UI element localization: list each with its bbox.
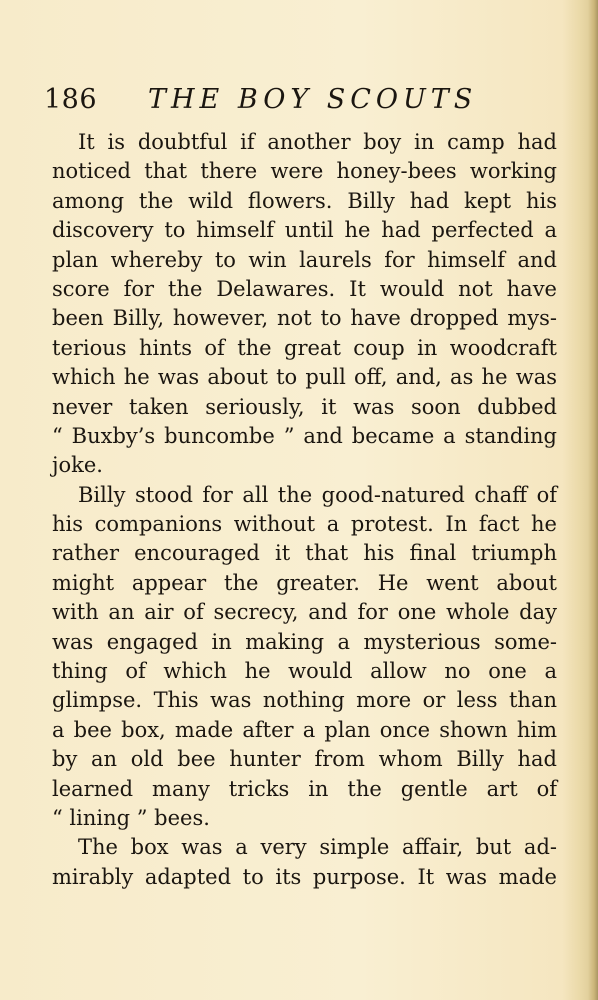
text-line: “ lining ” bees.: [52, 805, 210, 830]
text-line: was engaged in making a mysterious some-: [52, 629, 557, 654]
text-line: noticed that there were honey-bees working: [52, 159, 557, 184]
text-line: The box was a very simple affair, but ad-: [78, 835, 557, 860]
text-line: discovery to himself until he had perfected a: [52, 218, 557, 243]
text-line: Billy stood for all the good-natured chaff of: [78, 482, 557, 507]
text-line: never taken seriously, it was soon dubbed: [52, 394, 557, 419]
text-line: terious hints of the great coup in woodcraft: [52, 335, 557, 360]
page-edge-shadow: [588, 0, 598, 1000]
text-line: It is doubtful if another boy in camp had: [78, 130, 557, 154]
text-line: glimpse. This was nothing more or less than: [52, 688, 557, 713]
page-number: 186: [44, 84, 98, 115]
text-line: by an old bee hunter from whom Billy had: [52, 747, 557, 772]
text-line: “ Buxby’s buncombe ” and became a standing: [52, 423, 557, 448]
text-line: his companions without a protest. In fact he: [52, 512, 557, 537]
text-line: might appear the greater. He went about: [52, 570, 557, 595]
text-line: rather encouraged it that his final triumph: [52, 541, 557, 566]
text-line: which he was about to pull off, and, as he was: [52, 365, 557, 390]
running-title: THE BOY SCOUTS: [148, 84, 478, 115]
text-line: been Billy, however, not to have dropped mys-: [52, 306, 557, 331]
text-line: a bee box, made after a plan once shown him: [52, 717, 557, 742]
text-line: joke.: [52, 453, 103, 478]
page-header: [44, 84, 564, 116]
text-line: thing of which he would allow no one a: [52, 659, 557, 684]
text-line: learned many tricks in the gentle art of: [52, 776, 557, 801]
text-line: score for the Delawares. It would not have: [52, 276, 557, 301]
text-line: plan whereby to win laurels for himself and: [52, 247, 557, 272]
text-line: with an air of secrecy, and for one whole day: [52, 600, 557, 625]
body-text: [52, 128, 557, 892]
text-line: among the wild flowers. Billy had kept his: [52, 188, 557, 213]
text-line: mirably adapted to its purpose. It was made: [52, 864, 557, 889]
